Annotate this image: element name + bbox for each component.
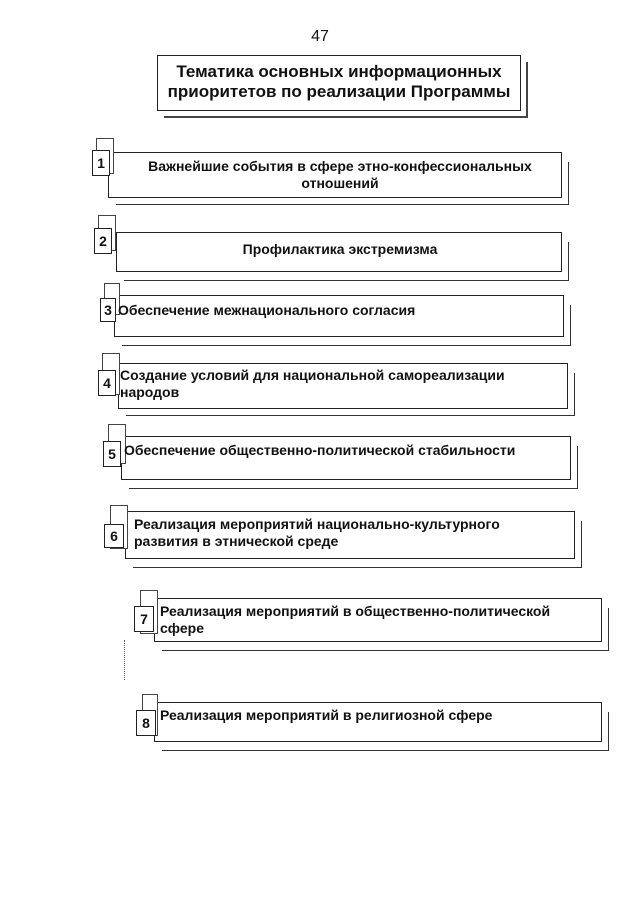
priority-number: 8 — [136, 710, 156, 736]
scan-artifact-line — [124, 640, 125, 680]
priority-label: Реализация мероприятий национально-культурного развития в этнической среде — [134, 516, 500, 549]
priority-label: Реализация мероприятий в общественно-политической сфере — [160, 603, 551, 636]
priority-label: Профилактика экстремизма — [242, 241, 438, 257]
priority-label: Обеспечение общественно-политической стабильности — [124, 442, 516, 458]
priority-number: 6 — [104, 524, 124, 548]
priority-label: Важнейшие события в сфере этно-конфессиональных отношений — [148, 158, 532, 191]
priority-label: Реализация мероприятий в религиозной сфере — [160, 707, 493, 723]
priority-number: 5 — [103, 441, 121, 467]
priority-number: 2 — [94, 228, 112, 254]
title-box — [157, 55, 521, 111]
priority-number: 7 — [134, 606, 154, 632]
priority-number: 1 — [92, 150, 110, 176]
priority-number: 3 — [100, 298, 116, 322]
page-title: Тематика основных информационных приоритетов по реализации Программы — [167, 62, 511, 101]
priority-label: Обеспечение межнационального согласия — [118, 302, 416, 318]
page-number: 47 — [311, 28, 329, 45]
priority-label: Создание условий для национальной самореализации народов — [120, 367, 505, 400]
priority-number: 4 — [98, 370, 116, 396]
